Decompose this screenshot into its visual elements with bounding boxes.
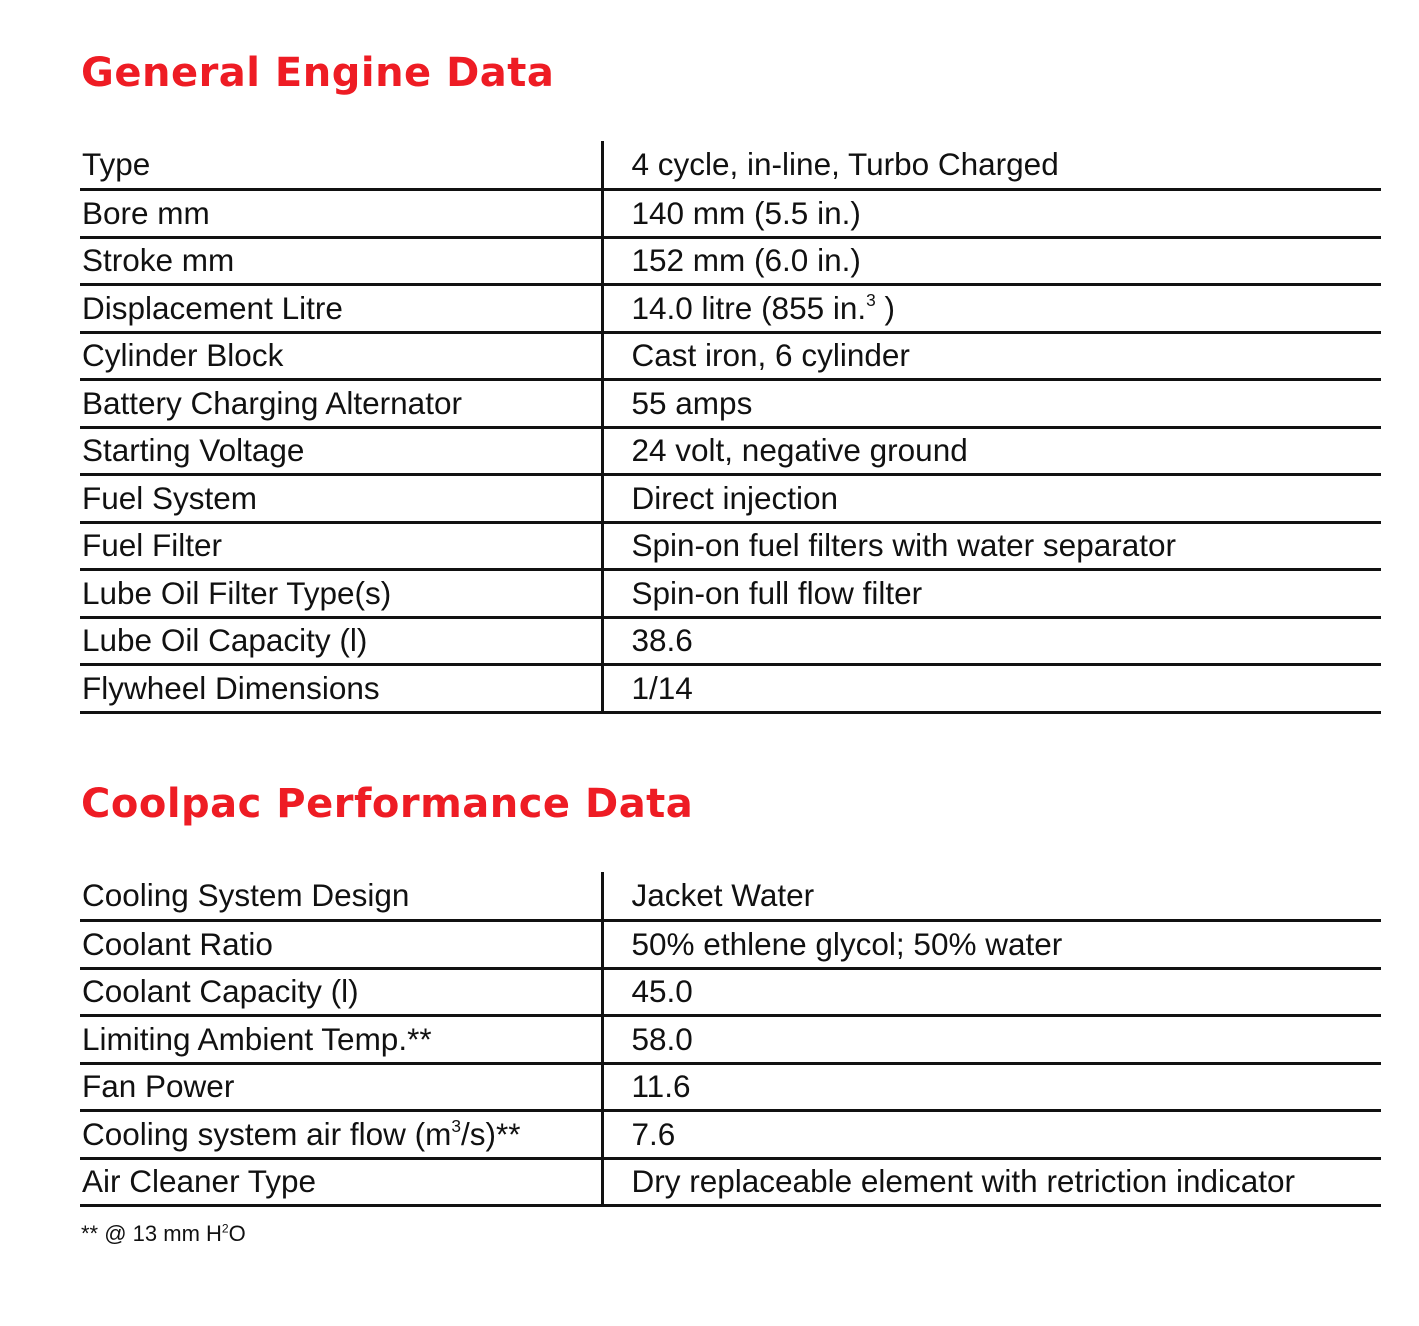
spec-value-main: 14.0 litre (855 in.: [631, 289, 867, 326]
table-row: [80, 570, 1381, 618]
spec-value: Spin-on full flow filter: [602, 570, 1381, 618]
spec-value: 11.6: [602, 1063, 1381, 1111]
spec-label-tail: /s)**: [460, 1115, 521, 1152]
spec-label: Starting Voltage: [80, 427, 602, 475]
spec-label: [80, 1111, 602, 1159]
spec-label: Fan Power: [80, 1063, 602, 1111]
footnote-tail: O: [228, 1221, 246, 1246]
spec-label-main: Cooling system air flow (m: [82, 1115, 452, 1152]
table-row: [80, 1111, 1381, 1159]
spec-value: 24 volt, negative ground: [602, 427, 1381, 475]
table-row: [80, 190, 1381, 238]
table-row: [80, 380, 1381, 428]
table-row: [80, 665, 1381, 713]
table-row: [80, 1063, 1381, 1111]
spec-value: [602, 285, 1381, 333]
general-engine-data-table: [80, 141, 1381, 714]
spec-value: 50% ethlene glycol; 50% water: [602, 921, 1381, 969]
spec-label: Flywheel Dimensions: [80, 665, 602, 713]
spec-value: Dry replaceable element with retriction indicator: [602, 1158, 1381, 1206]
spec-label: Cooling System Design: [80, 872, 602, 921]
table-row: [80, 1158, 1381, 1206]
table-row: [80, 237, 1381, 285]
spec-value: 1/14: [602, 665, 1381, 713]
superscript: 3: [451, 1115, 461, 1136]
spec-label: Displacement Litre: [80, 285, 602, 333]
spec-value: 152 mm (6.0 in.): [602, 237, 1381, 285]
superscript: 2: [221, 1221, 229, 1236]
spec-label: Bore mm: [80, 190, 602, 238]
spec-label: Coolant Capacity (l): [80, 968, 602, 1016]
spec-value: 38.6: [602, 617, 1381, 665]
spec-label: Fuel System: [80, 475, 602, 523]
table-row: [80, 617, 1381, 665]
spec-value: 140 mm (5.5 in.): [602, 190, 1381, 238]
table-row: [80, 968, 1381, 1016]
general-engine-data-title: General Engine Data: [81, 50, 555, 96]
table-row: [80, 332, 1381, 380]
coolpac-performance-data-table: [80, 872, 1381, 1207]
spec-value: Spin-on fuel filters with water separator: [602, 522, 1381, 570]
spec-value: Direct injection: [602, 475, 1381, 523]
table-row: [80, 475, 1381, 523]
spec-label: Fuel Filter: [80, 522, 602, 570]
spec-value-tail: ): [875, 289, 896, 326]
footnote: [81, 1223, 246, 1245]
spec-value: 58.0: [602, 1016, 1381, 1064]
table-row: [80, 427, 1381, 475]
table-row: [80, 522, 1381, 570]
spec-label: Air Cleaner Type: [80, 1158, 602, 1206]
spec-label: Coolant Ratio: [80, 921, 602, 969]
table-row: [80, 141, 1381, 190]
spec-label: Battery Charging Alternator: [80, 380, 602, 428]
coolpac-performance-data-title: Coolpac Performance Data: [81, 781, 694, 827]
spec-label: Lube Oil Filter Type(s): [80, 570, 602, 618]
superscript: 3: [866, 289, 876, 310]
table-row: [80, 921, 1381, 969]
spec-value: Jacket Water: [602, 872, 1381, 921]
table-row: [80, 285, 1381, 333]
spec-value: Cast iron, 6 cylinder: [602, 332, 1381, 380]
spec-label: Cylinder Block: [80, 332, 602, 380]
spec-value: 7.6: [602, 1111, 1381, 1159]
table-row: [80, 1016, 1381, 1064]
footnote-text: ** @ 13 mm H: [81, 1221, 222, 1246]
spec-value: 55 amps: [602, 380, 1381, 428]
spec-value: 45.0: [602, 968, 1381, 1016]
spec-label: Lube Oil Capacity (l): [80, 617, 602, 665]
spec-value: 4 cycle, in-line, Turbo Charged: [602, 141, 1381, 190]
table-row: [80, 872, 1381, 921]
spec-label: Type: [80, 141, 602, 190]
spec-label: Stroke mm: [80, 237, 602, 285]
spec-label: Limiting Ambient Temp.**: [80, 1016, 602, 1064]
